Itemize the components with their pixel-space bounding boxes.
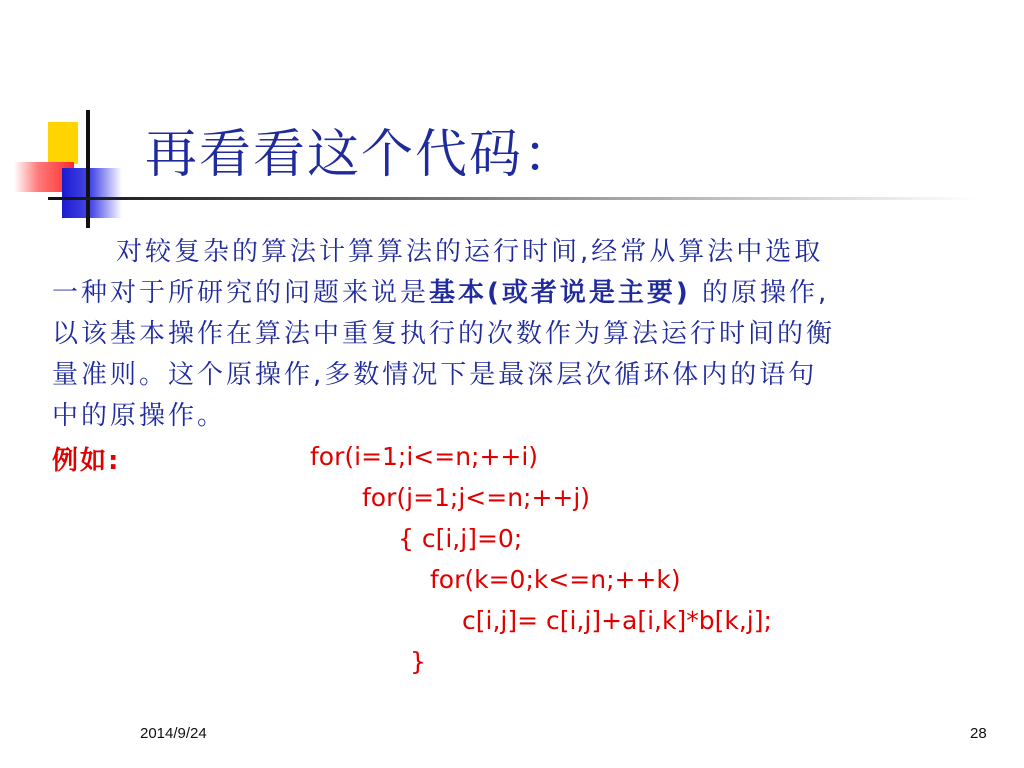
code-line-3: { c[i,j]=0; [398, 524, 523, 553]
page-number: 28 [970, 725, 987, 742]
decor-blue-square [62, 168, 122, 218]
paragraph-line-2: 一种对于所研究的问题来说是基本(或者说是主要) 的原操作, [52, 278, 830, 308]
code-line-4: for(k=0;k<=n;++k) [430, 565, 681, 594]
footer-date: 2014/9/24 [140, 725, 207, 742]
emphasis-text: 基本(或者说是主要) [429, 278, 691, 308]
paragraph-line-1: 对较复杂的算法计算算法的运行时间,经常从算法中选取 [116, 237, 824, 267]
paragraph-line-3: 以该基本操作在算法中重复执行的次数作为算法运行时间的衡 [52, 319, 836, 349]
slide-title: 再看看这个代码： [145, 125, 578, 185]
paragraph-line-4: 量准则。这个原操作,多数情况下是最深层次循环体内的语句 [52, 360, 818, 390]
decor-yellow-square [48, 122, 78, 164]
code-line-6: } [410, 647, 426, 676]
body-paragraph [52, 232, 992, 437]
code-line-1: for(i=1;i<=n;++i) [310, 442, 539, 471]
paragraph-line-5: 中的原操作。 [52, 401, 227, 431]
title-underline [48, 197, 978, 200]
code-line-5: c[i,j]= c[i,j]+a[i,k]*b[k,j]; [462, 606, 772, 635]
code-line-2: for(j=1;j<=n;++j) [362, 483, 591, 512]
example-label: 例如: [52, 446, 121, 476]
decor-vertical-line [86, 110, 90, 228]
